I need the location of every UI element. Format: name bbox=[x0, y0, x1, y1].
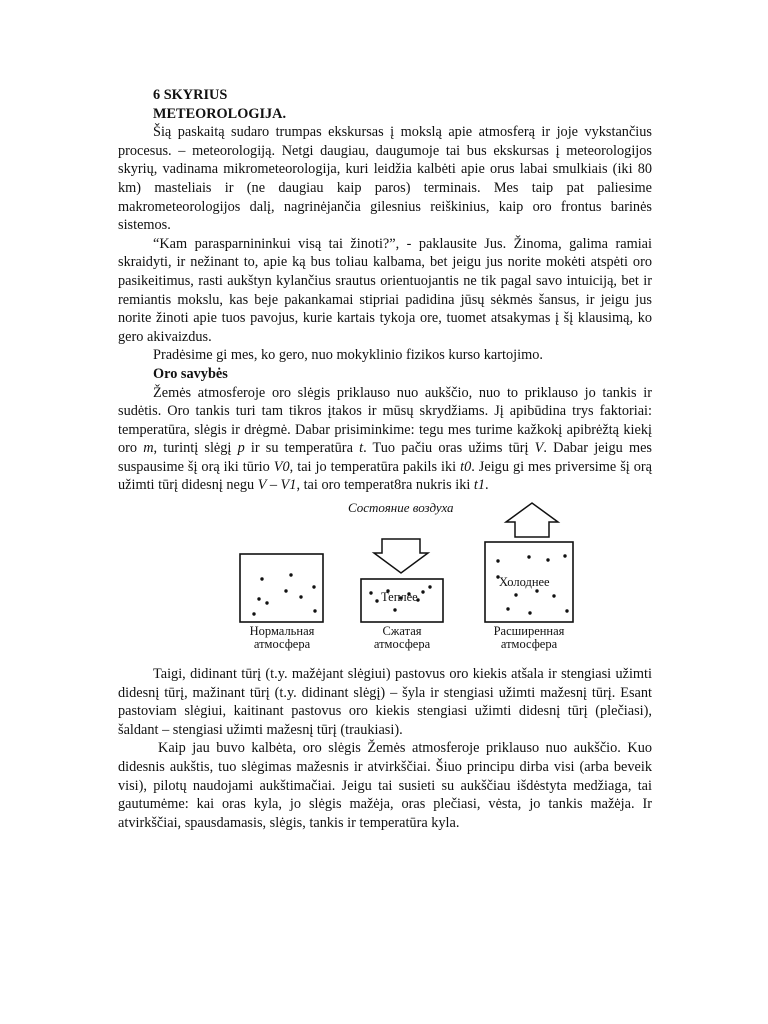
altitude-paragraph: Kaip jau buvo kalbėta, oro slėgis Žemės atmosferoje priklauso nuo aukščio. Kuo didesnis aukštis, tuo slėgimas mažesnis ir atvirkščiai. Šiuo principu dirba visi (arba beveik visi), pilotų naudojami aukštimačiai. Jeigu tai susieti su aukščiau išdėstyta medžiaga, tai gautumėme: kai oras kyla, jo slėgis mažėja, oras plečiasi, vėsta, jo tankis mažėja. Ir atvirkščiai, spausdamasis, slėgis, tankis ir temperatūra kyla. bbox=[118, 740, 652, 831]
start-paragraph: Pradėsime gi mes, ko gero, nuo mokyklinio fizikos kurso kartojimo. bbox=[153, 347, 543, 364]
compress-arrow bbox=[374, 539, 428, 573]
text-run: Žemės atmosferoje oro slėgis priklauso nuo aukščio, nuo to priklauso jo tankis ir sudėtis. Oro tankis turi tam tikros įtakos ir mūsų skrydžiams. Jį apibūdina trys faktoriai: temperatūra, slėgis ir drėgmė. Dabar prisiminkime: tegu mes turime kažkokį apibrėžtą kiekį oro bbox=[118, 384, 652, 457]
text-run: . Jeigu gi mes priversime šį orą užimti tūrį didesnį negu bbox=[118, 458, 652, 494]
text-run: . bbox=[485, 477, 489, 494]
properties-paragraph bbox=[118, 384, 652, 496]
chapter-number: 6 SKYRIUS bbox=[153, 87, 228, 103]
var-t0: t0 bbox=[460, 458, 472, 475]
caption-line: атмосфера bbox=[373, 637, 431, 652]
chapter-title: METEOROLOGIJA. bbox=[153, 105, 287, 122]
section-heading: Oro savybės bbox=[153, 365, 228, 382]
var-p: p bbox=[237, 440, 245, 457]
var-v0: V0 bbox=[273, 458, 290, 475]
figure-title: Состояние воздуха bbox=[348, 500, 454, 516]
text-run: , tai jo temperatūra pakils iki bbox=[289, 458, 461, 475]
expanded-caption bbox=[477, 625, 581, 651]
var-m: m bbox=[143, 440, 154, 457]
var-t: t bbox=[359, 440, 364, 457]
warmer-label: Теплее bbox=[381, 590, 418, 605]
question-paragraph: “Kam parasparnininkui visą tai žinoti?”, - paklausite Jus. Žinoma, galima ramiai skraidyti, ir nežinant to, apie ką bus toliau kalbama, bet jeigu jus norite mokėti atspėti oro pasikeitimus, rasti aukštyn kylančius srautus orientuojantis ne tik pagal savo intuiciją, bet ir remiantis mokslu, kas beje pakankamai stipriai padidina jūsų sėkmės šansus, ir jeigu jus norite žinoti apie tuos pavojus, kurie kartais tykoja ore, tuomet atsakymas į šį klausimą, ko gero akivaizdus. bbox=[118, 235, 652, 345]
caption-line: атмосфера bbox=[500, 637, 558, 652]
normal-dots bbox=[252, 573, 316, 615]
var-v: V bbox=[534, 440, 544, 457]
caption-line: Сжатая bbox=[382, 624, 422, 639]
text-run: . Dabar jeigu mes suspausime šį orą iki tūrio bbox=[118, 440, 652, 475]
caption-line: Нормальная bbox=[249, 624, 315, 639]
text-run: , tai oro temperat8ra nukris iki bbox=[296, 477, 474, 494]
normal-box bbox=[240, 554, 323, 622]
document-page bbox=[118, 86, 652, 832]
var-v-v1: V – V1 bbox=[257, 477, 297, 494]
text-run: ir su temperatūra bbox=[244, 440, 360, 457]
text-run: , turintį slėgį bbox=[153, 440, 238, 457]
compressed-caption bbox=[352, 625, 452, 651]
expand-arrow bbox=[506, 503, 558, 537]
colder-label: Холоднее bbox=[499, 575, 550, 590]
caption-line: Расширенная bbox=[493, 624, 565, 639]
var-t1: t1 bbox=[473, 477, 486, 494]
conclusion-paragraph: Taigi, didinant tūrį (t.y. mažėjant slėgiui) pastovus oro kiekis atšala ir stengiasi užimti didesnį tūrį, mažinant tūrį (t.y. didinant slėgį) – šyla ir stengiasi užimti mažesnį tūrį. Esant pastoviam slėgiui, kaitinant pastovus oro kiekis stengiasi užimti didesnį tūrį (plečiasi), šaldant – stengiasi užimti mažesnį tūrį (traukiasi). bbox=[118, 666, 652, 738]
text-run: . Tuo pačiu oras užims tūrį bbox=[363, 440, 535, 457]
caption-line: атмосфера bbox=[253, 637, 311, 652]
intro-paragraph: Šią paskaitą sudaro trumpas ekskursas į mokslą apie atmosferą ir joje vykstančius procesus. – meteorologiją. Netgi daugiau, daugumoje tai bus ekskursas į meteorologijos skyrių, vadinama mikrometeorologija, kuri leidžia kalbėti apie orus labai smulkiais (iki 80 km) masteliais ir (ne daugiau kaip paros) terminais. Mes taip pat paliesime makrometeorologijos dalį, nagrinėjančia gilesnius reiškinius, kaip oro frontus barinės sistemos. bbox=[118, 124, 652, 234]
air-state-figure bbox=[118, 499, 652, 659]
normal-caption bbox=[230, 625, 334, 651]
